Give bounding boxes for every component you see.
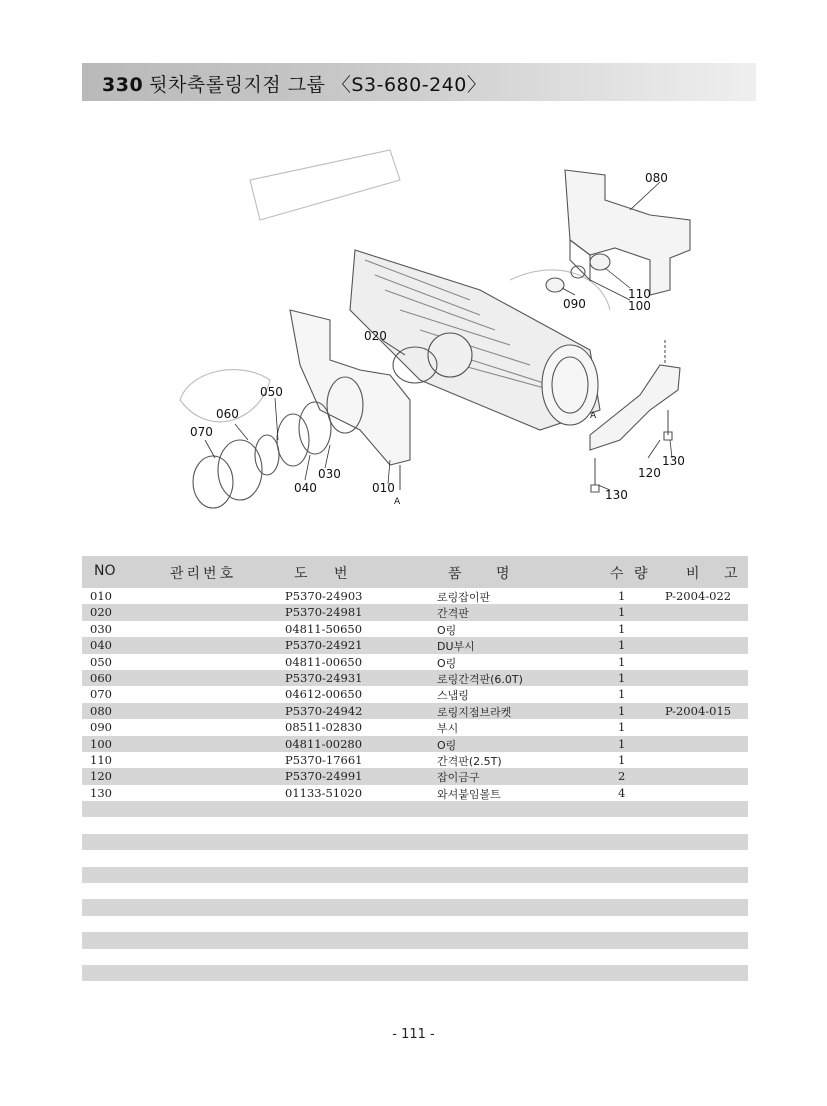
row-part-name: 와셔붙임볼트 — [437, 787, 501, 801]
row-part-name: O링 — [437, 656, 457, 670]
table-row — [82, 670, 748, 686]
row-qty: 1 — [618, 687, 626, 702]
table-body — [82, 588, 748, 981]
group-title-bar — [82, 63, 756, 101]
header-part-name: 품 명 — [448, 566, 510, 582]
table-row — [82, 752, 748, 768]
row-no: 030 — [90, 621, 112, 636]
row-part-no: 01133-51020 — [285, 785, 363, 800]
row-part-no: 08511-02830 — [285, 720, 363, 735]
table-row — [82, 604, 748, 620]
row-no: 040 — [90, 638, 112, 653]
row-part-name: 스냅링 — [437, 689, 469, 703]
row-no: 070 — [90, 687, 112, 702]
callout-label: 030 — [318, 467, 341, 481]
callout-label: 130 — [662, 454, 685, 468]
row-part-no: P5370-24981 — [285, 605, 363, 620]
callout-label: 020 — [364, 329, 387, 343]
header-remark: 비 고 — [686, 566, 738, 582]
table-row — [82, 883, 748, 899]
callout-label: 070 — [190, 425, 213, 439]
row-part-name: 부시 — [437, 722, 459, 736]
row-qty: 2 — [618, 769, 626, 784]
table-row — [82, 768, 748, 784]
table-row — [82, 588, 748, 604]
table-row — [82, 686, 748, 702]
row-qty: 1 — [618, 654, 626, 669]
table-row — [82, 899, 748, 915]
table-row — [82, 719, 748, 735]
row-part-name: 로링잡이판 — [437, 591, 491, 604]
row-part-name: 로링간격판(6.0T) — [437, 672, 523, 686]
row-qty: 1 — [618, 605, 626, 620]
callout-label: 110 — [628, 287, 651, 301]
row-part-name: O링 — [437, 738, 457, 752]
row-part-name: 간격판(2.5T) — [437, 754, 502, 768]
row-qty: 1 — [618, 621, 626, 636]
callout-label: 040 — [294, 481, 317, 495]
table-row — [82, 703, 748, 719]
table-row — [82, 834, 748, 850]
row-part-no: P5370-24903 — [285, 589, 363, 603]
callout-label: 100 — [628, 299, 651, 313]
table-row — [82, 916, 748, 932]
row-qty: 1 — [618, 670, 626, 685]
row-part-no: P5370-24991 — [285, 769, 363, 784]
row-no: 130 — [90, 785, 112, 800]
table-row — [82, 736, 748, 752]
group-title — [102, 70, 486, 97]
callout-label: A — [590, 411, 597, 421]
row-part-name: 잡이금구 — [437, 771, 480, 785]
row-remark: P-2004-022 — [665, 589, 732, 603]
row-part-name: O링 — [437, 623, 457, 637]
row-no: 060 — [90, 670, 112, 685]
row-qty: 1 — [618, 638, 626, 653]
group-number: 330 — [102, 74, 144, 96]
row-no: 090 — [90, 720, 112, 735]
row-part-name: DU부시 — [437, 640, 475, 654]
row-no: 020 — [90, 605, 112, 620]
row-part-no: P5370-24921 — [285, 638, 363, 653]
row-qty: 1 — [618, 752, 626, 767]
callout-label: 050 — [260, 385, 283, 399]
table-row — [82, 932, 748, 948]
bolt-130 — [591, 458, 599, 492]
row-part-no: P5370-24942 — [285, 703, 363, 718]
page-number: - 111 - — [392, 1027, 435, 1042]
row-qty: 1 — [618, 589, 626, 603]
header-no: NO — [94, 563, 116, 579]
callout-label: 090 — [563, 297, 586, 311]
header-mgmt-no: 관리번호 — [170, 566, 237, 582]
table-row — [82, 621, 748, 637]
row-part-no: 04811-50650 — [285, 621, 363, 636]
row-no: 080 — [90, 703, 112, 718]
table-row — [82, 867, 748, 883]
row-qty: 1 — [618, 720, 626, 735]
table-row — [82, 637, 748, 653]
row-qty: 1 — [618, 736, 626, 751]
table-row — [82, 785, 748, 801]
table-row — [82, 801, 748, 817]
callout-label: A — [394, 497, 401, 507]
row-no: 010 — [90, 589, 112, 603]
callout-label: 010 — [372, 481, 395, 495]
row-qty: 1 — [618, 703, 626, 718]
row-remark: P-2004-015 — [665, 703, 732, 718]
table-row — [82, 965, 748, 981]
table-row — [82, 850, 748, 866]
row-part-no: 04811-00280 — [285, 736, 363, 751]
callout-label: 130 — [605, 488, 628, 502]
row-no: 120 — [90, 769, 112, 784]
row-qty: 4 — [618, 785, 626, 800]
exploded-parts-diagram — [150, 140, 710, 530]
table-row — [82, 654, 748, 670]
table-header — [82, 556, 748, 588]
row-part-no: P5370-24931 — [285, 670, 363, 685]
row-part-no: 04612-00650 — [285, 687, 363, 702]
parts-table — [82, 556, 748, 981]
callout-label: 060 — [216, 407, 239, 421]
row-part-name: 로링지점브라켓 — [437, 705, 512, 719]
callout-label: 080 — [645, 171, 668, 185]
row-part-name: 간격판 — [437, 607, 469, 621]
row-part-no: P5370-17661 — [285, 752, 363, 767]
row-no: 100 — [90, 736, 112, 751]
callout-label: 120 — [638, 466, 661, 480]
clamp-120 — [590, 365, 680, 450]
row-part-no: 04811-00650 — [285, 654, 363, 669]
table-row — [82, 817, 748, 833]
table-row — [82, 949, 748, 965]
row-no: 110 — [90, 752, 112, 767]
header-part-no: 도 번 — [294, 566, 348, 582]
header-qty: 수 량 — [610, 566, 648, 582]
group-name: 뒷차축롤링지점 그룹 〈S3-680-240〉 — [149, 74, 487, 96]
row-no: 050 — [90, 654, 112, 669]
